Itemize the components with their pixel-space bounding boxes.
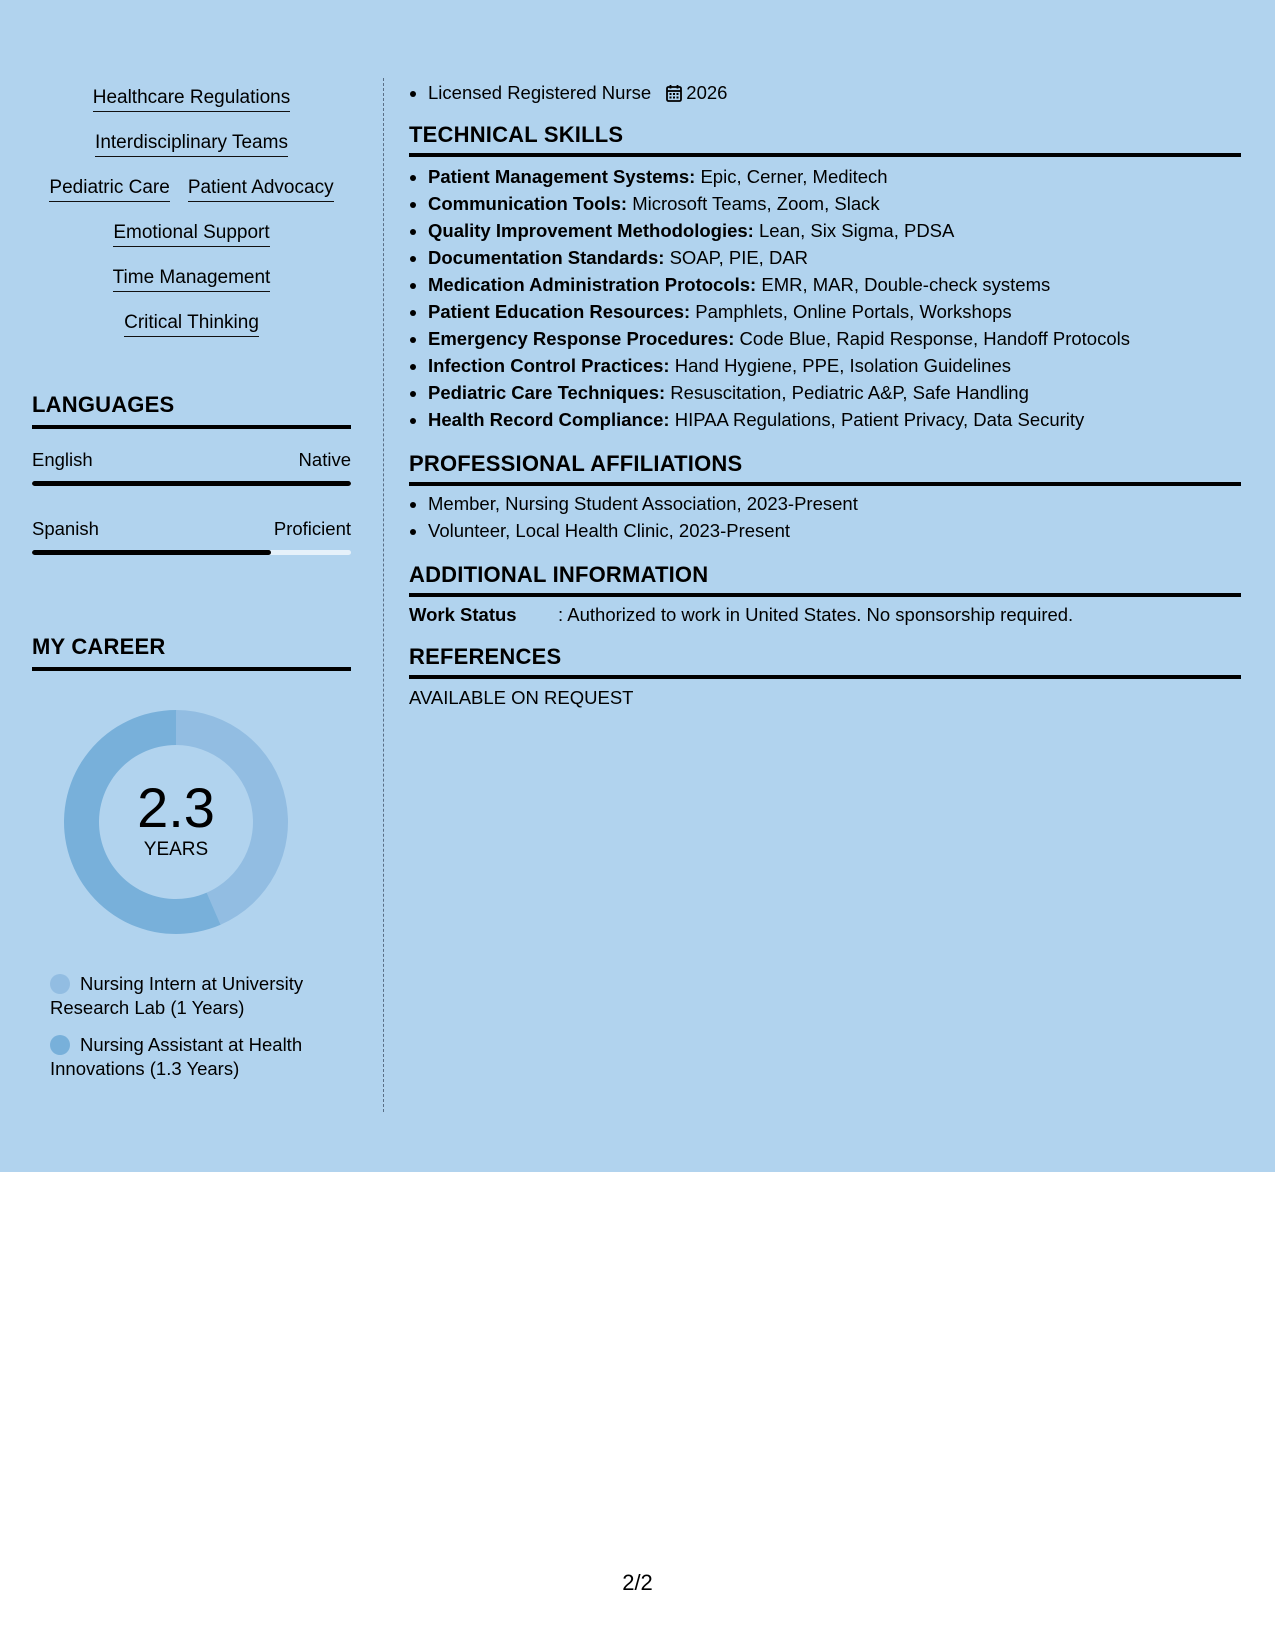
skill-item [428,406,1241,433]
skill-tag: Patient Advocacy [188,177,334,202]
skill-tag-row [32,267,351,312]
affiliations-heading: PROFESSIONAL AFFILIATIONS [409,451,1241,486]
references-text: AVAILABLE ON REQUEST [409,687,634,708]
language-proficiency-fill [32,481,351,486]
language-name: English [32,449,93,470]
skill-value: Hand Hygiene, PPE, Isolation Guidelines [674,355,1011,376]
skill-value: SOAP, PIE, DAR [669,247,809,268]
skill-tag-row [32,312,351,357]
skill-value: Pamphlets, Online Portals, Workshops [695,301,1012,322]
skill-value: Microsoft Teams, Zoom, Slack [632,193,880,214]
skill-label: Infection Control Practices: [428,355,670,376]
skill-item [428,325,1241,352]
work-status-row [409,604,1241,626]
work-status-value: : Authorized to work in United States. No sponsorship required. [558,604,1074,625]
certification-list [409,79,727,106]
skill-label: Communication Tools: [428,193,628,214]
skill-value: HIPAA Regulations, Patient Privacy, Data Security [674,409,1085,430]
language-level: Proficient [273,518,351,539]
skill-item [428,352,1241,379]
technical-skills-list [409,163,1241,433]
language-name: Spanish [32,518,99,539]
skill-item [428,379,1241,406]
skill-tag: Healthcare Regulations [93,87,291,112]
skill-tag-row [32,87,351,132]
skill-label: Pediatric Care Techniques: [428,382,666,403]
language-proficiency-bar [32,550,351,555]
skill-item [428,163,1241,190]
legend-label: Nursing Intern at University Research Lab (1 Years) [50,973,304,1018]
additional-info-heading: ADDITIONAL INFORMATION [409,562,1241,597]
references-heading: REFERENCES [409,644,1241,679]
skill-tags [32,87,351,357]
skill-item [428,244,1241,271]
skill-label: Emergency Response Procedures: [428,328,735,349]
skill-label: Patient Education Resources: [428,301,691,322]
skill-tag: Critical Thinking [124,312,259,337]
certification-item [428,79,727,106]
skill-tag: Emotional Support [113,222,269,247]
skill-value: Lean, Six Sigma, PDSA [758,220,955,241]
skill-item [428,217,1241,244]
additional-info-section [409,604,1241,626]
career-total-value: 2.3 [137,776,215,839]
page-number: 2/2 [622,1570,653,1595]
language-spanish [32,518,351,555]
legend-label: Nursing Assistant at Health Innovations (1.3 Years) [50,1034,303,1079]
skill-tag: Pediatric Care [49,177,169,202]
skill-tag-row [32,132,351,177]
technical-skills-section [409,163,1241,433]
skill-tag-row [32,177,351,222]
career-legend-item [50,972,340,1020]
work-status-label: Work Status [409,604,517,625]
languages-heading: LANGUAGES [32,392,351,429]
legend-dot-icon [50,974,70,994]
affiliations-list [409,490,1241,544]
language-english [32,449,351,486]
skill-value: EMR, MAR, Double-check systems [761,274,1051,295]
certification-name: Licensed Registered Nurse [428,82,652,103]
career-legend-item [50,1033,340,1081]
skill-tag: Time Management [113,267,271,292]
skill-item [428,271,1241,298]
skill-tag: Interdisciplinary Teams [95,132,288,157]
affiliation-item: • Member, Nursing Student Association, 2023-Present [428,490,1241,517]
skill-value: Resuscitation, Pediatric A&P, Safe Handling [670,382,1029,403]
career-total [64,710,288,934]
calendar-icon [666,84,682,102]
affiliation-item: • Volunteer, Local Health Clinic, 2023-Present [428,517,1241,544]
legend-dot-icon [50,1035,70,1055]
skill-label: Patient Management Systems: [428,166,696,187]
skill-label: Documentation Standards: [428,247,665,268]
skill-item [428,298,1241,325]
career-heading: MY CAREER [32,634,351,671]
skill-tag-row [32,222,351,267]
skill-label: Medication Administration Protocols: [428,274,757,295]
certification-year: 2026 [686,82,728,103]
skill-label: Quality Improvement Methodologies: [428,220,754,241]
column-divider [383,78,384,1112]
career-total-unit: YEARS [143,839,209,860]
skill-value: Epic, Cerner, Meditech [700,166,888,187]
skill-label: Health Record Compliance: [428,409,670,430]
skill-value: Code Blue, Rapid Response, Handoff Protocols [739,328,1130,349]
affiliations-section [409,490,1241,544]
language-proficiency-fill [32,550,271,555]
language-level: Native [298,449,351,470]
language-proficiency-bar [32,481,351,486]
skill-item [428,190,1241,217]
technical-skills-heading: TECHNICAL SKILLS [409,122,1241,157]
